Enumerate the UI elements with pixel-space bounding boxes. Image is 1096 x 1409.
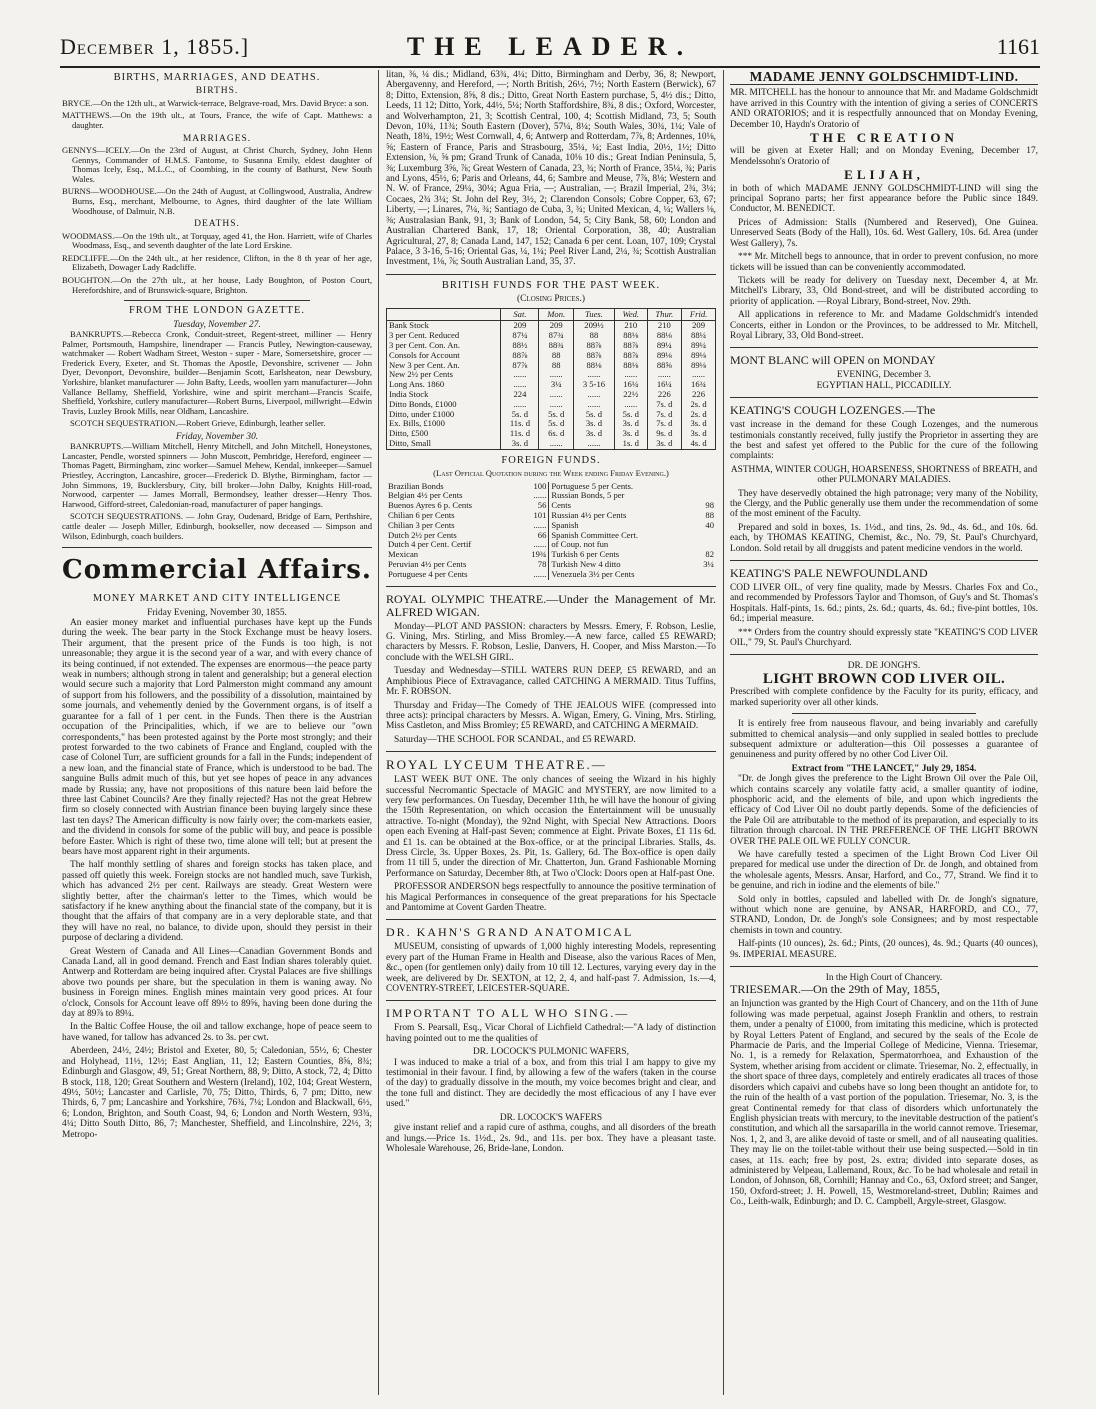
page-header — [60, 30, 1040, 64]
price-cell: 3s. d — [573, 419, 614, 429]
ad-line: In the High Court of Chancery. — [825, 973, 943, 984]
fund-name-cell: India Stock — [387, 390, 501, 400]
ad-body: Prepared and sold in boxes, 1s. 1½d., and tins, 2s. 9d., 4s. 6d., and 10s. 6d. each, by THOMAS KEATING, Chemist, &c., No. 79, St. Paul's Churchyard, London. Sold retail by all druggists and patent medicine vendors in the world. — [730, 522, 1038, 554]
marriages-heading: MARRIAGES. — [182, 133, 252, 144]
price-cell: 89⅛ — [682, 351, 716, 361]
ad-line: DR. DE JONGH'S. — [847, 661, 921, 672]
price-cell: 1s. d — [614, 439, 647, 449]
price-cell: ...... — [573, 390, 614, 400]
price-cell: 3s. d — [501, 439, 539, 449]
stock-name-cell: Venezuela 3½ per Cents — [551, 568, 635, 579]
stock-name-cell: Russian 4½ per Cents — [551, 510, 627, 521]
fund-name-cell: Ditto, £500 — [387, 429, 501, 439]
section-rule — [386, 274, 716, 275]
price-cell: ...... — [501, 400, 539, 410]
fund-name-cell: New 2½ per Cents — [387, 370, 501, 380]
price-cell: 209 — [539, 321, 574, 331]
price-cell: 100 — [516, 482, 549, 492]
price-cell: 88¼ — [682, 331, 716, 341]
scotch-sequestration: SCOTCH SEQUESTRATION.—Robert Grieve, Edinburgh, leather seller. — [70, 418, 326, 429]
price-cell: 7s. d — [647, 410, 682, 420]
price-cell: 89¼ — [682, 341, 716, 351]
ad-body: It is entirely free from nauseous flavour, and being invariably and carefully submitted to chemical analysis—and only supplied in sealed bottles to preclude subsequent admixture or adulteration—this Oil possesses a guarantee of genuineness and purity offered by no other Cod Liver Oil. — [730, 719, 1038, 761]
price-cell — [684, 531, 716, 541]
money-market-heading: MONEY MARKET AND CITY INTELLIGENCE — [92, 593, 342, 605]
british-funds-table — [386, 308, 716, 450]
price-cell: 9s. d — [647, 429, 682, 439]
ad-body: *** Mr. Mitchell begs to announce, that in order to prevent confusion, no more tickets will be issued than can be conveniently accommodated. — [730, 252, 1038, 273]
birth-notice: MATTHEWS.—On the 19th ult., at Tours, France, the wife of Capt. Matthews: a daughter. — [62, 110, 372, 130]
creation-heading: THE CREATION — [810, 130, 958, 146]
price-cell: 5s. d — [614, 410, 647, 420]
price-cell: ...... — [516, 521, 549, 531]
price-cell: 89⅛ — [647, 351, 682, 361]
british-funds-subheading: (Closing Prices.) — [517, 294, 585, 305]
stock-name-cell: Buenos Ayres 6 p. Cents — [388, 500, 472, 511]
price-cell: ...... — [614, 370, 647, 380]
section-rule — [730, 397, 1038, 398]
stock-name-cell: Russian Bonds, 5 per — [551, 490, 625, 501]
stock-name-cell: Spanish — [551, 519, 579, 530]
article-paragraph: In the Baltic Coffee House, the oil and tallow exchange, hope of peace seem to have waned, for tallow has advanced 2s. to 3s. per cwt. — [62, 1022, 372, 1043]
ad-body: Prices of Admission: Stalls (Numbered and Reserved), One Guinea. Unreserved Seats (Body of the Hall), 10s. 6d. West Gallery, 10s. 6d. Area (under West Gallery), 7s. — [730, 217, 1038, 249]
table-header-cell: Thur. — [647, 308, 682, 321]
price-cell: 88⅞ — [614, 341, 647, 351]
price-cell: 5s. d — [501, 410, 539, 420]
price-cell: 4s. d — [682, 439, 716, 449]
section-rule — [386, 1000, 716, 1001]
ad-body: MUSEUM, consisting of upwards of 1,000 highly interesting Models, representing every part of the Human Frame in Health and Disease, also the various Races of Men, &c., open (for gentlemen only) daily from 10 till 12. Lectures, varying every day in the week, are delivered by Dr. SEXTON, at 12, 2, 4, and half-past 7. Admission, 1s.—4, COVENTRY-STREET, LEICESTER-SQUARE. — [386, 942, 716, 995]
ad-body: Saturday—THE SCHOOL FOR SCANDAL, and £5 REWARD. — [394, 734, 636, 745]
price-cell: 209 — [682, 321, 716, 331]
article-paragraph: Great Western of Canada and All Lines—Canadian Government Bonds and Canada Land, all in good demand. French and East Indian shares tolerably quiet. Antwerp and Rotterdam are being inquired after. Crystal Palaces are five shillings above two pounds per share, but the speculation in them is waning away. No business in Foreign mines. English mines maintain very good prices. At four o'clock, Consols for Account leave off 89½ to 89⅝, having been done during the day at 89⅞ to 89¼. — [62, 946, 372, 1020]
price-cell: ...... — [682, 370, 716, 380]
keating-ad-title: KEATING'S COUGH LOZENGES.—The — [730, 403, 936, 418]
price-cell: 3s. d — [647, 439, 682, 449]
ad-body: COD LIVER OIL, of very fine quality, made by Messrs. Charles Fox and Co., and recommended by Professors Taylor and Thomson, of Guy's and St. Thomas's Hospitals. Half-pints, 1s. 6d.; pints, 2s. 6d.; quarts, 4s. 6d.; five-pint bottles, 10s. 6d.; imperial measure. — [730, 583, 1038, 625]
commercial-affairs-heading: Commercial Affairs. — [62, 555, 372, 586]
ad-body: "Dr. de Jongh gives the preference to the Light Brown Oil over the Pale Oil, which contains scarcely any volatile fatty acid, a smaller quantity of iodine, phosphoric acid, and the elements of bile, and upon which ingredients the efficacy of Cod Liver Oil no doubt partly depends. Some of the deficiencies of the Pale Oil are attributable to the method of its preparation, and especially to its filtration through charcoal. IN THE PREFERENCE OF THE LIGHT BROWN OVER THE PALE OIL WE FULLY CONCUR. — [730, 774, 1038, 847]
price-cell: 87⅞ — [501, 361, 539, 371]
death-notice: BOUGHTON.—On the 27th ult., at her house, Lady Boughton, of Poston Court, Herefordshire, and of Brunswick-square, Brighton. — [62, 274, 372, 295]
table-header-cell: Sat. — [501, 308, 539, 321]
table-row — [387, 439, 716, 449]
price-cell: 16¼ — [647, 380, 682, 390]
bankrupts-list: BANKRUPTS.—Rebecca Cronk, Conduit-street, Regent-street, milliner — Henry Palmer, Portsmouth, Hampshire, linendraper — Francis Putley, Newington-causeway, watchmaker — Robert Wadham Street, Weston - super - Mare, Somersetshire, grocer — Frederick Every, Exeter, and St. Thomas the Apostle, Devonshire, scrivener — John Dyer, Devonport, Devonshire, builder—Benjamin Scott, Earlsheaton, near Dewsbury, Yorkshire, blanket manufacturer — John Bafty, Leeds, woollen yarn manufacturer—John Vallance Bellamy, Sheffield, Yorkshire, wine and spirit merchant—Francis Scaife, Sheffield, Yorkshire, cutlery manufacturer—Robert Burns, Liverpool, millwright—Edwin Travis, Luzley Brook Mills, near Oldham, Lancashire. — [62, 328, 372, 416]
price-cell: 16¾ — [682, 380, 716, 390]
price-cell: 101 — [516, 511, 549, 521]
foreign-funds-table — [386, 482, 716, 580]
ad-body: All applications in reference to Mr. and Madame Goldschmidt's intended Concerts, either in London or the Provinces, to be addressed to Mr. Mitchell, Royal Library, 33, Old Bond-street. — [730, 310, 1038, 341]
goldschmidt-ad-title: MADAME JENNY GOLDSCHMIDT-LIND. — [730, 72, 1038, 85]
price-cell: 7s. d — [647, 400, 682, 410]
money-market-date: Friday Evening, November 30, 1855. — [147, 607, 287, 618]
table-body — [386, 482, 716, 580]
price-cell: 82 — [705, 549, 714, 560]
kahn-ad-title: DR. KAHN'S GRAND ANATOMICAL — [386, 925, 634, 940]
fund-name-cell: Bank Stock — [387, 321, 501, 331]
ad-body: ASTHMA, WINTER COUGH, HOARSENESS, SHORTNESS of BREATH, and other PULMONARY MALADIES. — [730, 464, 1038, 486]
issue-date: December 1, 1855.] — [60, 34, 250, 59]
section-rule — [62, 547, 372, 548]
pale-oil-ad-title: KEATING'S PALE NEWFOUNDLAND — [730, 566, 928, 581]
bankrupts-list: BANKRUPTS.—William Mitchell, Henry Mitchell, and John Mitchell, Honeystones, Lancaster, Pendle, worsted spinners — John Muscott, Pembridge, Hereford, engineer — Thomas Pagett, Birmingham, zinc worker—Samuel Mehew, Kendal, innkeeper—Samuel Priestley, Accrington, Lancashire, grocer—Frederick D. Blythe, Birmingham, factor — John Simmons, 19, Bucklersbury, City, bill broker—John Dalby, Knights Hill-road, Norwood, carpenter — James Morrall, Bermondsey, leather dresser—Henry Thos. Harwood, Gifford-street, Caledonian-road, manufacturer of paper hangings. — [62, 441, 372, 509]
price-cell: 226 — [682, 390, 716, 400]
column-left — [62, 70, 372, 1400]
stock-name-cell: of Coup. not fun — [551, 539, 609, 550]
price-cell: 210 — [647, 321, 682, 331]
ad-body: PROFESSOR ANDERSON begs respectfully to announce the positive termination of his Magical Performances in consequence of the great preparations for his Spectacle and Pantomime at Covent Garden Theatre. — [386, 882, 716, 913]
triesemar-ad-title: TRIESEMAR.—On the 29th of May, 1855, — [730, 982, 940, 997]
price-cell: 22½ — [614, 390, 647, 400]
scotch-sequestration: SCOTCH SEQUESTRATIONS. — John Gray, Oudenard, Bridge of Earn, Perthshire, cattle dealer — Joseph Miller, Edinburgh, bookseller, now deceased — Simpson and Wilson, Edinburgh, coach builders. — [62, 511, 372, 541]
price-cell: ...... — [539, 390, 574, 400]
ad-body: give instant relief and a rapid cure of asthma, coughs, and all disorders of the breath and lungs.—Price 1s. 1½d., 2s. 9d., and 11s. per box. They have a pleasant taste. Wholesale Warehouse, 26, Bride-lane, London. — [386, 1123, 716, 1154]
price-cell: 3s. d — [682, 419, 716, 429]
stock-name-cell: Portuguese 4 per Cents — [388, 568, 468, 579]
newspaper-title: THE LEADER. — [406, 32, 694, 61]
price-cell: ...... — [501, 380, 539, 390]
price-cell: 226 — [647, 390, 682, 400]
fund-name-cell: New 3 per Cent. An. — [387, 361, 501, 371]
births-heading: BIRTHS. — [195, 86, 239, 97]
section-rule — [730, 560, 1038, 561]
ad-body: Sold only in bottles, capsuled and labelled with Dr. de Jongh's signature, without which none are genuine, by ANSAR, HARFORD, and CO., 77, STRAND, London, Dr. de Jongh's sole Consignees; and by most respectable chemists in town and country. — [730, 894, 1038, 936]
price-cell: 2s. d — [682, 410, 716, 420]
price-cell — [684, 482, 716, 492]
price-cell: 87¼ — [501, 331, 539, 341]
column-middle — [386, 70, 716, 1400]
price-cell: 88 — [573, 331, 614, 341]
ad-body: They have deservedly obtained the high patronage; very many of the Nobility, the Clergy, and the Public generally use them under the recommendation of some of the most eminent of the Faculty. — [730, 488, 1038, 520]
price-cell: 3s. d — [614, 419, 647, 429]
section-rule — [730, 654, 1038, 655]
price-cell: 88⅞ — [573, 351, 614, 361]
price-cell: ...... — [573, 400, 614, 410]
price-cell: 87¾ — [539, 331, 574, 341]
ad-body: Tuesday and Wednesday—STILL WATERS RUN DEEP, £5 REWARD, and an Amphibious Piece of Extravagance, called CATCHING A MERMAID. Titus Tuffins, Mr. F. ROBSON. — [386, 666, 716, 698]
price-cell: 3¼ — [703, 559, 714, 570]
fund-name-cell: 3 per Cent. Con. An. — [387, 341, 501, 351]
price-cell: 88⅛ — [614, 361, 647, 371]
column-right — [730, 70, 1038, 1400]
foreign-funds-heading: FOREIGN FUNDS. — [501, 454, 601, 466]
price-cell: 88⅞ — [573, 341, 614, 351]
section-rule — [386, 586, 716, 587]
stock-name-cell: Turkish 6 per Cents — [551, 549, 620, 560]
ad-body: Half-pints (10 ounces), 2s. 6d.; Pints, (20 ounces), 4s. 9d.; Quarts (40 ounces), 9s. IMPERIAL MEASURE. — [730, 939, 1038, 960]
price-cell: 78 — [516, 560, 549, 570]
price-cell: 11s. d — [501, 419, 539, 429]
section-rule — [124, 300, 310, 301]
price-cell: 3s. d — [614, 429, 647, 439]
price-cell: 89⅛ — [682, 361, 716, 371]
price-cell: 98 — [705, 500, 714, 511]
ad-body: *** Orders from the country should expressly state "KEATING'S COD LIVER OIL," 79, St. Paul's Churchyard. — [730, 627, 1038, 649]
ad-body: I was induced to make a trial of a box, and from this trial I am happy to give my testimonial in their favour. I find, by allowing a few of the wafers (taken in the course of the day) to gradually dissolve in the mouth, my voice becomes bright and clear, and the tone full and distinct. They are decidedly the most efficacious of any I have ever used." — [386, 1057, 716, 1110]
section-rule — [386, 751, 716, 752]
stock-name-cell: Turkish New 4 ditto — [551, 559, 621, 570]
price-cell: 7s. d — [647, 419, 682, 429]
lyceum-ad-title: ROYAL LYCEUM THEATRE.— — [386, 757, 607, 773]
ad-body: LAST WEEK BUT ONE. The only chances of seeing the Wizard in his highly successful Necromantic Spectacle of MAGIC and MYSTERY, are now limited to a very few performances. On Tuesday, December 11th, he will have the honour of giving the 150th Representation, on which occasion the Entertainment will be unusually attractive. To-night (Monday), the 92nd Night, with Special New Attractions. Doors open each Evening at Half-past Seven; commence at Eight. Private Boxes, £1 11s 6d. and £1 1s. can be obtained at the Box-office, or at the principal Libraries. Stalls, 4s. Dress Circle, 3s. Upper Boxes, 2s. Pit, 1s. Gallery, 6d. The Box-office is open daily from 11 till 5, under the direction of Mr. Chatterton, Jun. Grand Fashionable Morning Performance on Saturday, December 8th, at Two o'Clock: Doors open at Half-past One. — [386, 775, 716, 879]
price-cell: 3s. d — [682, 429, 716, 439]
foreign-funds-subheading: (Last Official Quotation during the Week ending Friday Evening.) — [433, 468, 669, 479]
gazette-heading: FROM THE LONDON GAZETTE. — [128, 305, 306, 317]
table-body — [387, 321, 716, 449]
price-cell: 3 5-16 — [573, 380, 614, 390]
price-cell: 88⅛ — [614, 331, 647, 341]
price-cell: ...... — [501, 370, 539, 380]
price-cell: ...... — [573, 439, 614, 449]
section-rule — [386, 919, 716, 920]
price-cell: 56 — [516, 501, 549, 511]
header-rule — [60, 66, 1040, 68]
table-header-cell — [387, 308, 501, 321]
price-cell: ...... — [539, 439, 574, 449]
bmd-heading: BIRTHS, MARRIAGES, AND DEATHS. — [113, 72, 321, 83]
ad-body: From S. Pearsall, Esq., Vicar Choral of Lichfield Cathedral:—"A lady of distinction having pointed out to me the qualities of — [386, 1023, 716, 1044]
ad-body: in both of which MADAME JENNY GOLDSCHMIDT-LIND will sing the principal Soprano parts; her first appearance before the Public since 1849. Conductor, M. BENEDICT. — [730, 183, 1038, 215]
section-rule — [730, 966, 1038, 967]
table-header-cell: Wed. — [614, 308, 647, 321]
price-cell: 6s. d — [539, 429, 574, 439]
price-cell: 3¼ — [539, 380, 574, 390]
stock-name-cell: Brazilian Bonds — [388, 480, 444, 491]
stock-name-cell: Cents — [551, 500, 571, 511]
stock-name-cell: Spanish Committee Cert. — [551, 529, 639, 540]
price-cell: ...... — [647, 370, 682, 380]
table-header-cell: Frid. — [682, 308, 716, 321]
fund-name-cell: Long Ans. 1860 — [387, 380, 501, 390]
ad-line: EGYPTIAN HALL, PICCADILLY. — [816, 380, 952, 391]
olympic-ad-title: ROYAL OLYMPIC THEATRE.—Under the Management of Mr. ALFRED WIGAN. — [386, 591, 716, 619]
marriage-notice: GENNYS—ICELY.—On the 23rd of August, at Christ Church, Sydney, John Henn Gennys, Commander of H.M.S. Fantome, to Susanna Emily, eldest daughter of Thomas Icely, Esq., M.L.C., of Coombing, in the county of Bathurst, New South Wales. — [62, 145, 372, 184]
ad-body: Tickets will be ready for delivery on Tuesday next, December 4, at Mr. Mitchell's Library, 33, Old Bond-street, and will be distributed according to priority of application. —Royal Library, Bond-street, Nov. 29th. — [730, 275, 1038, 307]
price-cell: 209½ — [573, 321, 614, 331]
price-cell: 89¼ — [647, 341, 682, 351]
stock-name-cell: Dutch 4 per Cent. Certif — [388, 539, 472, 550]
price-cell: ...... — [614, 400, 647, 410]
price-cell: 88⅞ — [614, 351, 647, 361]
ad-body: Monday—PLOT AND PASSION: characters by Messrs. Emery, F. Robson, Leslie, G. Vining, Mrs. Stirling, and Miss Bromley.—A new farce, called £5 REWARD; characters by Messrs. F. Robson, Leslie, Danvers, H. Cooper, and Miss Marston.—To conclude with the WELSH GIRL. — [386, 621, 716, 663]
ad-subheading: DR. LOCOCK'S PULMONIC WAFERS, — [473, 1047, 629, 1058]
price-cell: ...... — [516, 570, 549, 580]
elijah-heading: ELIJAH, — [844, 167, 924, 183]
fund-name-cell: Consols for Account — [387, 351, 501, 361]
death-notice: WOODMASS.—On the 19th ult., at Torquay, aged 41, the Hon. Harriett, wife of Charles Woodmass, Esq., and seventh daughter of the late Lord Erskine. — [62, 230, 372, 251]
table-row — [386, 570, 716, 580]
marriage-notice: BURNS—WOODHOUSE.—On the 24th of August, at Collingwood, Australia, Andrew Burns, Esq., merchant, Melbourne, to Agnes, third daughter of the late William Woodhouse, of Dalmuir, N.B. — [62, 186, 372, 216]
sing-ad-title: IMPORTANT TO ALL WHO SING.— — [386, 1006, 630, 1021]
stock-name-cell: Peruvian 4½ per Cents — [388, 559, 467, 570]
stock-name-cell: Mexican — [388, 549, 419, 560]
price-cell: 88⅛ — [573, 361, 614, 371]
price-cell: 88¾ — [539, 341, 574, 351]
stock-name-cell: Chilian 3 per Cents — [388, 519, 455, 530]
section-rule — [730, 347, 1038, 348]
price-cell: 11s. d — [501, 429, 539, 439]
price-cell: 5s. d — [573, 410, 614, 420]
article-paragraph: The half monthly settling of shares and foreign stocks has taken place, and passed off quietly this week. Foreign stocks are not handled much, save Turkish, which has advanced 2½ per cent. Railways are steady. Great Western were slightly better, after the chairman's letter to the Times, which would be satisfactory if he knew anything about the financial state of the company, but it is thought that the affairs of that company are in a very deplorable state, and that they will have no real, no balance, to divide upon, should they persist in their purpose of declaring a dividend. — [62, 860, 372, 944]
stock-name-cell: Belgian 4½ per Cents — [388, 490, 463, 501]
price-cell: 224 — [501, 390, 539, 400]
price-cell: 88 — [705, 510, 714, 521]
article-paragraph: Aberdeen, 24½, 24½; Bristol and Exeter, 80, 5; Caledonian, 55½, 6; Chester and Holyhead, 11½, 12½; East Anglian, 11, 12; Eastern Counties, 8⅝, 8¾; Edinburgh and Glasgow, 49, 51; Great Northern, 88, 9; Ditto, A stock, 72, 4; Ditto B stock, 118, 120; Great Southern and Western (Ireland), 102, 104; Great Western, 49½, 50½; Lancaster and Carlisle, 70, 75; Ditto, Thirds, 6, 7 pm; Ditto, new Thirds, 6, 7 pm; Lancashire and Yorkshire, 76¾, 7¼; London and Blackwall, 6½, 6; London, Brighton, and South Coast, 94, 6; London and North Western, 93¾, 4¼; Ditto South Ditto, 86, 7; Manchester, Sheffield, and Lincolnshire, 22½, 3; Metropo- — [62, 1046, 372, 1140]
price-cell: 66 — [516, 531, 549, 541]
price-cell: 2s. d — [682, 400, 716, 410]
price-cell: ...... — [539, 370, 574, 380]
table-header-cell: Tues. — [573, 308, 614, 321]
price-cell: ...... — [539, 400, 574, 410]
price-cell: 19¾ — [516, 550, 549, 560]
fund-name-cell: Ditto, Small — [387, 439, 501, 449]
column-divider — [378, 70, 379, 1395]
fund-name-cell: 3 per Cent. Reduced — [387, 331, 501, 341]
jongh-ad-title: LIGHT BROWN COD LIVER OIL. — [762, 670, 1006, 687]
section-rule — [792, 713, 977, 714]
price-cell: 3s. d — [573, 429, 614, 439]
price-cell: 16¼ — [614, 380, 647, 390]
article-paragraph: An easier money market and influential purchases have kept up the Funds during the week. The bear party in the Stock Exchange must be heavy losers. Their argument, that the present price of the Funds is too high, is not unreasonable; they argue it is the second year of a war, and with every chance of its being continued, if not extended. The expenses are enormous—the peace party weak in numbers; although strong in talent and generalship; but a general election would secure such a majority that Lord Palmerston might command any amount of support from his followers, and the possibility of a dissolution, maintained by some journals, and vehemently denied by the Government organs, is of itself a guarantee for a fall of 1 per cent. in the Funds. Then there is the Austrian occupation of the Principalities, which, if we are to believe our "own correspondents," has been protested against by the Porte most strongly; and their protest forwarded to the two cabinets of France and England, coupled with the case of Colonel Turr, are sufficient grounds for a fall in the Funds; independent of a new loan, and the financial state of France, which is understood to be bad. The sanguine Bulls admit much of this, but yet see hopes of peace in any advances made by Russia; any, have not propositions of this nature been laid before the three last Cabinet Councils? Are they finally rejected? Has not the great Hebrew firm so closely connected with Austrian finance been buying largely since these last ten days? The American difficulty is now fairly over; the com-markets easier, and the dividend in consols for some of the public will buy, and peace is possible before Easter. Which is right of these two, time alone will tell; but at present the bears have most apparent right in their arguments. — [62, 618, 372, 857]
montblanc-ad-title: MONT BLANC will OPEN on MONDAY — [730, 353, 936, 368]
fund-name-cell: Ditto Bonds, £1000 — [387, 400, 501, 410]
page-number: 1161 — [996, 34, 1040, 59]
price-cell: 5s. d — [539, 419, 574, 429]
stock-name-cell: Portuguese 5 per Cents. — [551, 480, 634, 491]
price-cell: 88 — [539, 351, 574, 361]
ad-body: will be given at Exeter Hall; and on Monday Evening, December 17, Mendelssohn's Oratorio of — [730, 146, 1038, 167]
stock-name-cell: Chilian 6 per Cents — [388, 510, 455, 521]
ad-subheading: Extract from "THE LANCET," July 29, 1854. — [791, 763, 977, 774]
fund-name-cell: Ditto, under £1000 — [387, 410, 501, 420]
price-cell: 88½ — [501, 341, 539, 351]
price-cell: ...... — [516, 491, 549, 501]
birth-notice: BRYCE.—On the 12th ult., at Warwick-terrace, Belgrave-road, Mrs. David Bryce: a son. — [62, 97, 369, 108]
ad-subheading: DR. LOCOCK'S WAFERS — [499, 1112, 603, 1123]
ad-body: Prescribed with complete confidence by the Faculty for its purity, efficacy, and marked superiority over all other kinds. — [730, 687, 1038, 708]
price-cell: 40 — [705, 519, 714, 530]
price-cell — [684, 570, 716, 580]
deaths-heading: DEATHS. — [194, 219, 240, 230]
column-divider — [723, 70, 724, 1395]
price-cell: 88 — [539, 361, 574, 371]
gazette-date: Friday, November 30. — [175, 431, 259, 442]
british-funds-heading: BRITISH FUNDS FOR THE PAST WEEK. — [441, 279, 661, 291]
article-paragraph: litan, ⅜, ¼ dis.; Midland, 63¾, 4¼; Ditto, Birmingham and Derby, 36, 8; Newport, Abergavenny, and Hereford, —; North British, 26½, 7½; North Eastern (Berwick), 67 8; Ditto, Extension, 8⅝, 8 dis.; Ditto, Great North Eastern purchase, 5, 4½ dis.; Ditto, Leeds, 11 12; Ditto, York, 44½, 5¼; North Staffordshire, 8¾, 8 dis.; Oxford, Worcester, and Wolverhampton, 21, 3; Scottish Central, 100, 4; Scottish Midland, 73, 5; South Devon, 10¾, 11¾; South Eastern (Dover), 57¼, 8¼; South Wales, 30¾, 1¼; Vale of Neath, 18¾, 19½; West Cornwall, 4, 6; Antwerp and Rotterdam, 7⅞, 8; Ardennes, 10⅛, ⅝; Eastern of France, Paris and Strasbourg, 35¼, ¼; East India, 20½, 1½; Ditto Extension, ⅛, ⅝ pm; Grand Trunk of Canada, 10⅛ 10 dis.; Great Indian Peninsula, 5, ⅜; Luxemburg 3⅝, ⅞; Great Western of Canada, 23, ¾; North of France, 35¼, ¾; Paris and Lyons, 45½, 6; Paris and Orleans, 44, 6; Sambre and Meuse, 7⅞, 8⅛; Western and N. W. of France, 29¼, 30¼; Agua Fria, —; Australian, —; Brazil Imperial, 2¾, 3¼; Cocaes, 2¾ 3¼; St. John del Rey, 3½, 2; Clarendon Consols; Cobre Copper, 63, 67; Liberty, —; Linares, 7¼, ¾; Santiago de Cuba, 3, ¾; United Mexican, 4, ¼; Wallers ⅛, ⅜; Australasian Bank, 91, 3; Bank of London, 54, 5; City Bank, 58, 60; London and Australian Chartered Bank, 17, 18; Oriental Corporation, 38, 40; Australian Agricultural, 27, 8; Canada Land, 147, 152; Canada 6 per cent. Loan, 107, 109; Crystal Palace, 3 3-16, 5-16; Oriental Gas, ¼, 1¼; Peel River Land, 2¼, ¾; Scottish Australian Investment, 1⅛, ⅞; South Australian Land, 35, 37. — [386, 70, 716, 268]
price-cell: 88⅛ — [647, 331, 682, 341]
gazette-date: Tuesday, November 27. — [173, 319, 261, 330]
ad-body: MR. MITCHELL has the honour to announce that Mr. and Madame Goldschmidt have arrived in this Country with the intention of giving a series of CONCERTS AND ORATORIOS; and it is respectfully announced that on Monday Evening, December 10, Haydn's Oratorio of — [730, 88, 1038, 130]
price-cell: 5s. d — [539, 410, 574, 420]
death-notice: REDCLIFFE.—On the 24th ult., at her residence, Clifton, in the 8 th year of her age, Elizabeth, Dowager Lady Radcliffe. — [62, 252, 372, 273]
ad-line: EVENING, December 3. — [836, 370, 932, 381]
table-header-row — [387, 308, 716, 321]
ad-body: We have carefully tested a specimen of the Light Brown Cod Liver Oil prepared for medical use under the direction of Dr. de Jongh, and obtained from the wholesale agents, Messrs. Ansar, Harford, and Co., 77, Strand. We find it to be genuine, and rich in iodine and the elements of bile." — [730, 849, 1038, 892]
table-header-cell: Mon. — [539, 308, 574, 321]
price-cell: 88⅞ — [501, 351, 539, 361]
fund-name-cell: Ex. Bills, £1000 — [387, 419, 501, 429]
price-cell: 210 — [614, 321, 647, 331]
price-cell: ...... — [573, 370, 614, 380]
price-cell: 209 — [501, 321, 539, 331]
ad-body: Thursday and Friday—The Comedy of THE JEALOUS WIFE (compressed into three acts): principal characters by Messrs. A. Wigan, Emery, G. Vining, Mrs. Stirling, Miss Castleton, and Miss Bromley; £5 REWARD, and CATCHING A MERMAID. — [386, 700, 716, 732]
ad-body: an Injunction was granted by the High Court of Chancery, and on the 11th of June following was made perpetual, against Joseph Franklin and others, to restrain them, under a penalty of £1000, from imitating this medicine, which is protected by Royal Letters Patent of England, and secured by the seals of the Ecole de Pharmacie de Paris, and the Imperial College of Medicine, Vienna. Triesemar, No. 1, is a remedy for Relaxation, Spermatorrhoea, and Exhaustion of the System, whether arising from accident or climate. Triesemar, No. 2, effectually, in the short space of three days, completely and entirely eradicates all traces of those disorders which capaivi and cubebs have so long been thought an antidote for, to the ruin of the health of a vast portion of the population. Triesemar, No. 3, is the great Continental remedy for that class of disorders which unfortunately the English physician treats with mercury, to the inevitable destruction of the patient's constitution, and which all the sarsaparilla in the world cannot remove. Triesemar, Nos. 1, 2, and 3, are alike devoid of taste or smell, and of all nauseating qualities. They may lie on the toilet-table without their use being suspected.—Sold in tin cases, at 11s. each; free by post, 2s. extra; divided into separate doses, as administered by Velpeau, Lallemand, Roux, &c. To be had wholesale and retail in London, of Johnson, 68, Cornhill; Hannay and Co., 63, Oxford street; and Sanger, 150, Oxford-street; J. H. Powell, 15, Westmoreland-street, Dublin; Raimes and Co., Leith-walk, Edinburgh; and D. C. Campbell, Argyle-street, Glasgow. — [730, 999, 1038, 1208]
ad-body: vast increase in the demand for these Cough Lozenges, and the numerous testimonials constantly received, fully justify the Proprietor in asserting they are the best and safest yet offered to the Public for the cure of the following complaints: — [730, 420, 1038, 462]
price-cell: ...... — [516, 540, 549, 550]
stock-name-cell: Dutch 2½ per Cents — [388, 529, 457, 540]
price-cell: 88⅝ — [647, 361, 682, 371]
